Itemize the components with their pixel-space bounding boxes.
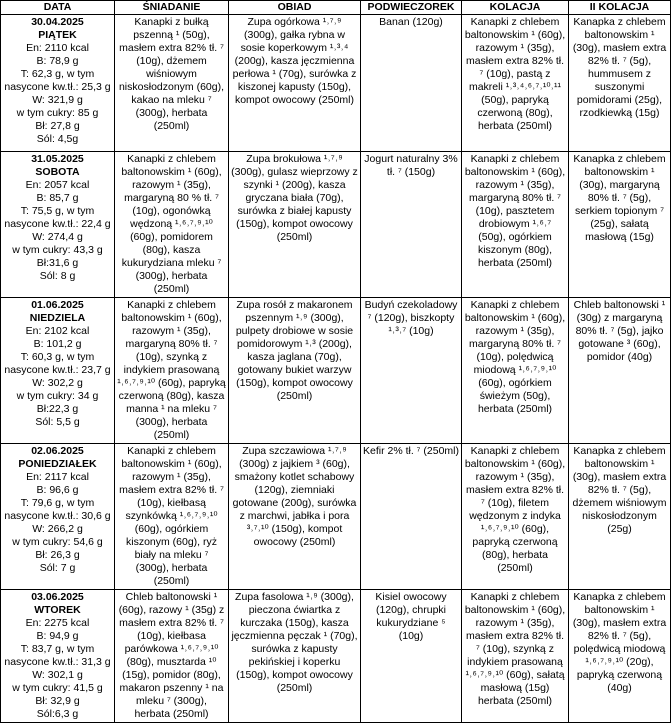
lunch-cell: Zupa ogórkowa ¹˒⁷˒⁹ (300g), gałka rybna w sosie koperkowym ¹˒³˒⁴ (200g), kasza jęczmienna perłowa ¹ (70g), surówka z kiszonej kapusty (150g), kompot owocowy (250ml) bbox=[229, 15, 361, 152]
carbs: W: 302,2 g bbox=[32, 377, 83, 389]
carbs: W: 274,4 g bbox=[32, 231, 83, 243]
breakfast-cell: Chleb baltonowski ¹ (60g), razowy ¹ (35g) z masłem extra 82% tł. ⁷ (10g), kiełbasa parówkowa ¹˒⁶˒⁷˒⁹˒¹⁰ (80g), musztarda ¹⁰ (15g), pomidor (80g), makaron pszenny ¹ na mleku ⁷ (300g), herbata (250ml) bbox=[115, 590, 229, 723]
salt: Sól: 4,5g bbox=[36, 133, 79, 145]
day-cell bbox=[1, 590, 115, 723]
fiber: Bł:31,6 g bbox=[36, 257, 79, 269]
energy: En: 2117 kcal bbox=[26, 471, 89, 483]
protein: B: 78,9 g bbox=[36, 55, 79, 67]
date: 01.06.2025 bbox=[31, 299, 84, 311]
breakfast-cell: Kanapki z chlebem baltonowskim ¹ (60g), razowym ¹ (35g), margaryną 80% tł. ⁷ (10g), szynką z indykiem prasowaną ¹˒⁶˒⁷˒⁹˒¹⁰ (60g), papryką czerwoną (80g), kasza manna ¹ na mleku ⁷ (300g), herbata (250ml) bbox=[115, 298, 229, 444]
lunch-cell: Zupa fasolowa ¹˒⁹ (300g), pieczona ćwiartka z kurczaka (150g), kasza jęczmienna pęczak ¹ (70g), surówka z kapusty pekińskiej i koperku (150g), kompot owocowy (250ml) bbox=[229, 590, 361, 723]
lunch-cell: Zupa rosół z makaronem pszennym ¹˒⁹ (300g), pulpety drobiowe w sosie pomidorowym ¹˒³ (200g), kasza jaglana (70g), gotowany bukiet warzyw (150g), kompot owocowy (250ml) bbox=[229, 298, 361, 444]
fiber: Bł: 32,9 g bbox=[35, 695, 80, 707]
date: 31.05.2025 bbox=[31, 153, 84, 165]
day-name: PONIEDZIAŁEK bbox=[18, 458, 97, 470]
header-second-supper: II KOLACJA bbox=[569, 1, 671, 15]
protein: B: 96,6 g bbox=[36, 484, 79, 496]
fat: T: 60,3 g, w tym bbox=[20, 351, 95, 363]
header-supper: KOLACJA bbox=[462, 1, 569, 15]
breakfast-cell: Kanapki z bułką pszenną ¹ (50g), masłem extra 82% tł. ⁷ (10g), dżemem wiśniowym niskosłodzonym (60g), kakao na mleku ⁷ (300g), herbata (250ml) bbox=[115, 15, 229, 152]
day-cell bbox=[1, 15, 115, 152]
afternoon-snack-cell: Kefir 2% tł. ⁷ (250ml) bbox=[361, 444, 462, 590]
carbs: W: 321,9 g bbox=[32, 94, 83, 106]
second-supper-cell: Chleb baltonowski ¹ (30g) z margaryną 80% tł. ⁷ (5g), jajko gotowane ³ (60g), pomidor (40g) bbox=[569, 298, 671, 444]
supper-cell: Kanapki z chlebem baltonowskim ¹ (60g), razowym ¹ (35g), masłem extra 82% tł. ⁷ (10g), pastą z makreli ¹˒³˒⁴˒⁶˒⁷˒¹⁰˒¹¹ (50g), papryką czerwoną (80g), herbata (250ml) bbox=[462, 15, 569, 152]
salt: Sól: 7 g bbox=[39, 562, 76, 574]
second-supper-cell: Kanapka z chlebem baltonowskim ¹ (30g), masłem extra 82% tł. ⁷ (5g), polędwicą miodową ¹˒⁶˒⁷˒⁹˒¹⁰ (20g), papryką czerwoną (40g) bbox=[569, 590, 671, 723]
lunch-cell: Zupa brokułowa ¹˒⁷˒⁹ (300g), gulasz wieprzowy z szynki ¹ (200g), kasza gryczana biała (70g), surówka z białej kapusty (150g), kompot owocowy (250ml) bbox=[229, 152, 361, 298]
day-cell bbox=[1, 298, 115, 444]
afternoon-snack-cell: Jogurt naturalny 3% tł. ⁷ (150g) bbox=[361, 152, 462, 298]
fiber: Bł:22,3 g bbox=[36, 403, 79, 415]
date: 30.04.2025 bbox=[31, 16, 84, 28]
day-name: SOBOTA bbox=[35, 166, 80, 178]
saturated-fat: nasycone kw.tł.: 30,6 g bbox=[4, 510, 111, 522]
second-supper-cell: Kanapka z chlebem baltonowskim ¹ (30g), masłem extra 82% tł. ⁷ (5g), hummusem z suszonymi pomidorami (25g), rzodkiewką (15g) bbox=[569, 15, 671, 152]
fiber: Bł: 26,3 g bbox=[35, 549, 80, 561]
fat: T: 75,5 g, w tym bbox=[20, 205, 95, 217]
table-row bbox=[1, 15, 671, 152]
fat: T: 79,6 g, w tym bbox=[20, 497, 95, 509]
carbs: W: 302,1 g bbox=[32, 669, 83, 681]
second-supper-cell: Kanapka z chlebem baltonowskim ¹ (30g), masłem extra 82% tł. ⁷ (5g), dżemem wiśniowym niskosłodzonym (25g) bbox=[569, 444, 671, 590]
energy: En: 2057 kcal bbox=[25, 179, 90, 191]
day-cell bbox=[1, 152, 115, 298]
table-row bbox=[1, 590, 671, 723]
salt: Sól: 5,5 g bbox=[35, 416, 80, 428]
second-supper-cell: Kanapka z chlebem baltonowskim ¹ (30g), margaryną 80% tł. ⁷ (5g), serkiem topionym ⁷ (25g), sałatą masłową (15g) bbox=[569, 152, 671, 298]
header-lunch: OBIAD bbox=[229, 1, 361, 15]
sugars: w tym cukry: 85 g bbox=[16, 107, 99, 119]
afternoon-snack-cell: Banan (120g) bbox=[361, 15, 462, 152]
breakfast-cell: Kanapki z chlebem baltonowskim ¹ (60g), razowym ¹ (35g), masłem extra 82% tł. ⁷ (10g), kiełbasą szynkówką ¹˒⁶˒⁷˒⁹˒¹⁰ (60g), ogórkiem kiszonym (60g), ryż biały na mleku ⁷ (300g), herbata (250ml) bbox=[115, 444, 229, 590]
protein: B: 85,7 g bbox=[36, 192, 79, 204]
salt: Sól:6,3 g bbox=[36, 708, 79, 720]
table-row bbox=[1, 444, 671, 590]
sugars: w tym cukry: 43,3 g bbox=[12, 244, 103, 256]
energy: En: 2110 kcal bbox=[26, 42, 89, 54]
salt: Sól: 8 g bbox=[39, 270, 76, 282]
afternoon-snack-cell: Budyń czekoladowy ⁷ (120g), biszkopty ¹˒³˒⁷ (10g) bbox=[361, 298, 462, 444]
day-name: NIEDZIELA bbox=[29, 312, 86, 324]
supper-cell: Kanapki z chlebem baltonowskim ¹ (60g), razowym ¹ (35g), margaryną 80% tł. ⁷ (10g), polędwicą miodową ¹˒⁶˒⁷˒⁹˒¹⁰ (60g), ogórkiem świeżym (50g), herbata (250ml) bbox=[462, 298, 569, 444]
energy: En: 2102 kcal bbox=[25, 325, 90, 337]
date: 02.06.2025 bbox=[31, 445, 84, 457]
supper-cell: Kanapki z chlebem baltonowskim ¹ (60g), razowym ¹ (35g), masłem extra 82% tł. ⁷ (10g), filetem wędzonym z indyka ¹˒⁶˒⁷˒⁹˒¹⁰ (60g), papryką czerwoną (80g), herbata (250ml) bbox=[462, 444, 569, 590]
date: 03.06.2025 bbox=[31, 591, 84, 603]
breakfast-cell: Kanapki z chlebem baltonowskim ¹ (60g), razowym ¹ (35g), margaryną 80 % tł. ⁷ (10g), ogonówką wędzoną ¹˒⁶˒⁷˒⁹˒¹⁰ (60g), pomidorem (80g), kasza kukurydziana mleku ⁷ (300g), herbata (250ml) bbox=[115, 152, 229, 298]
table-row bbox=[1, 152, 671, 298]
day-cell bbox=[1, 444, 115, 590]
carbs: W: 266,2 g bbox=[32, 523, 83, 535]
header-afternoon-snack: PODWIECZOREK bbox=[361, 1, 462, 15]
energy: En: 2275 kcal bbox=[25, 617, 90, 629]
fiber: Bł: 27,8 g bbox=[35, 120, 80, 132]
supper-cell: Kanapki z chlebem baltonowskim ¹ (60g), razowym ¹ (35g), margaryną 80% tł. ⁷ (10g), pasztetem drobiowym ¹˒⁶˒⁷ (50g), ogórkiem kiszonym (80g), herbata (250ml) bbox=[462, 152, 569, 298]
supper-cell: Kanapki z chlebem baltonowskim ¹ (60g), razowym ¹ (35g), masłem extra 82% tł. ⁷ (10g), szynką z indykiem prasowaną ¹˒⁶˒⁷˒⁹˒¹⁰ (60g), sałatą masłową (15g) herbata (250ml) bbox=[462, 590, 569, 723]
afternoon-snack-cell: Kisiel owocowy (120g), chrupki kukurydziane ⁵ (10g) bbox=[361, 590, 462, 723]
fat: T: 62,3 g, w tym bbox=[20, 68, 95, 80]
day-name: WTOREK bbox=[34, 604, 81, 616]
sugars: w tym cukry: 34 g bbox=[16, 390, 99, 402]
sugars: w tym cukry: 54,6 g bbox=[12, 536, 103, 548]
header-date: DATA bbox=[1, 1, 115, 15]
day-name: PIĄTEK bbox=[38, 29, 77, 41]
lunch-cell: Zupa szczawiowa ¹˒⁷˒⁹ (300g) z jajkiem ³ (60g), smażony kotlet schabowy (120g), ziemniaki gotowane (200g), surówka z marchwi, jabłka i pora ³˒⁷˒¹⁰ (150g), kompot owocowy (250ml) bbox=[229, 444, 361, 590]
header-row bbox=[1, 1, 671, 15]
protein: B: 101,2 g bbox=[33, 338, 82, 350]
saturated-fat: nasycone kw.tł.: 23,7 g bbox=[4, 364, 111, 376]
header-breakfast: ŚNIADANIE bbox=[115, 1, 229, 15]
saturated-fat: nasycone kw.tł.: 25,3 g bbox=[4, 81, 111, 93]
sugars: w tym cukry: 41,5 g bbox=[12, 682, 103, 694]
protein: B: 94,9 g bbox=[36, 630, 79, 642]
fat: T: 83,7 g, w tym bbox=[20, 643, 95, 655]
saturated-fat: nasycone kw.tł.: 31,3 g bbox=[4, 656, 111, 668]
saturated-fat: nasycone kw.tł.: 22,4 g bbox=[4, 218, 111, 230]
table-row bbox=[1, 298, 671, 444]
